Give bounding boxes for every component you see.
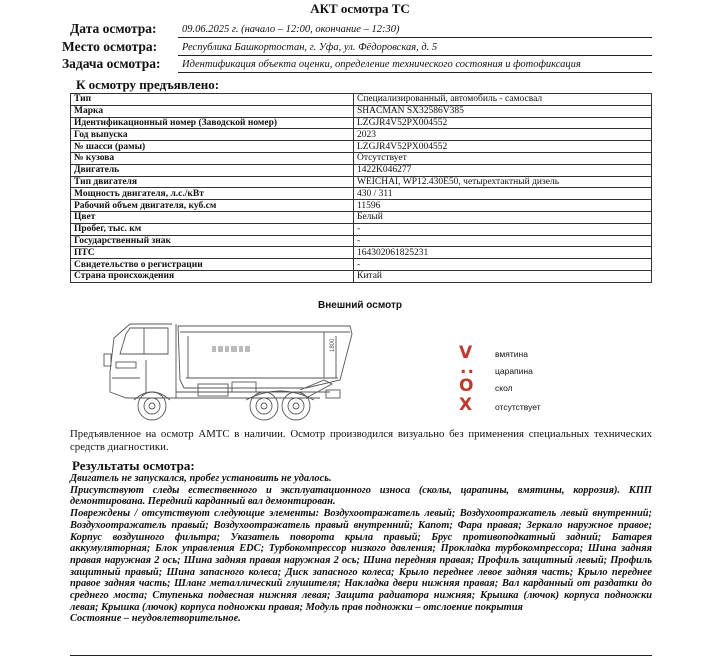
spec-key: Тип xyxy=(71,94,354,106)
scratch-mark-icon: .. xyxy=(460,358,475,378)
table-row xyxy=(71,176,652,188)
presented-heading: К осмотру предъявлено: xyxy=(76,77,220,92)
bottom-rule xyxy=(70,655,652,656)
table-row xyxy=(71,235,652,247)
spec-value: Специализированный, автомобиль - самосвал xyxy=(354,94,652,106)
spec-key: № шасси (рамы) xyxy=(71,141,354,153)
table-row xyxy=(71,223,652,235)
legend-label-scratch: царапина xyxy=(495,366,533,376)
spec-key: Государственный знак xyxy=(71,235,354,247)
spec-key: Год выпуска xyxy=(71,129,354,141)
vehicle-spec-table xyxy=(70,93,652,283)
result-paragraph: Состояние – неудовлетворительное. xyxy=(70,613,241,625)
date-label: Дата осмотра: xyxy=(70,21,157,36)
legend-label-chip: скол xyxy=(495,383,513,393)
spec-key: Рабочий объем двигателя, куб.см xyxy=(71,200,354,212)
table-row xyxy=(71,247,652,259)
date-underline xyxy=(178,37,652,38)
table-row xyxy=(71,117,652,129)
presented-note: Предъявленное на осмотр АМТС в наличии. Осмотр производился визуально без применения специальных технических средств диагностики. xyxy=(70,428,652,453)
exterior-heading: Внешний осмотр xyxy=(318,300,402,311)
spec-key: Свидетельство о регистрации xyxy=(71,259,354,271)
chip-mark-icon: O xyxy=(459,376,474,396)
results-heading: Результаты осмотра: xyxy=(72,458,195,473)
spec-value: - xyxy=(354,235,652,247)
result-paragraph: Присутствуют следы естественного и эксплуатационного износа (сколы, царапины, вмятины, коррозия). КПП демонтирована. Передний карданный вал демонтирован. xyxy=(70,484,652,508)
spec-key: Мощность двигателя, л.с./кВт xyxy=(71,188,354,200)
spec-value: 164302061825231 xyxy=(354,247,652,259)
task-label: Задача осмотра: xyxy=(62,56,161,71)
table-row xyxy=(71,211,652,223)
place-value: Республика Башкортостан, г. Уфа, ул. Фёдоровская, д. 5 xyxy=(182,42,438,53)
truck-diagram xyxy=(100,318,360,426)
table-row xyxy=(71,200,652,212)
date-value: 09.06.2025 г. (начало – 12:00, окончание – 12:30) xyxy=(182,24,400,35)
table-row xyxy=(71,270,652,282)
table-row xyxy=(71,188,652,200)
spec-value: WEICHAI, WP12.430E50, четырехтактный дизель xyxy=(354,176,652,188)
table-row xyxy=(71,94,652,106)
spec-key: Страна происхождения xyxy=(71,270,354,282)
spec-key: Марка xyxy=(71,105,354,117)
spec-value: - xyxy=(354,223,652,235)
legend-label-dent: вмятина xyxy=(495,349,528,359)
table-row xyxy=(71,164,652,176)
spec-value: Китай xyxy=(354,270,652,282)
spec-value: SHACMAN SX32586V385 xyxy=(354,105,652,117)
document-title: АКТ осмотра ТС xyxy=(310,1,410,16)
table-row xyxy=(71,259,652,271)
spec-value: 2023 xyxy=(354,129,652,141)
table-row xyxy=(71,129,652,141)
spec-key: ПТС xyxy=(71,247,354,259)
spec-value: LZGJR4V52PX004552 xyxy=(354,117,652,129)
spec-value: 1422K046277 xyxy=(354,164,652,176)
spec-value: Белый xyxy=(354,211,652,223)
dent-mark-icon: V xyxy=(459,343,473,363)
spec-key: Тип двигателя xyxy=(71,176,354,188)
spec-value: - xyxy=(354,259,652,271)
spec-value: 11596 xyxy=(354,200,652,212)
legend-label-missing: отсутствует xyxy=(495,402,541,412)
spec-value: 430 / 311 xyxy=(354,188,652,200)
task-value: Идентификация объекта оценки, определение технического состояния и фотофиксация xyxy=(182,59,581,70)
spec-key: № кузова xyxy=(71,152,354,164)
spec-value: LZGJR4V52PX004552 xyxy=(354,141,652,153)
truck-dimension-label: 1800 xyxy=(330,338,336,352)
missing-mark-icon: X xyxy=(459,395,473,415)
result-paragraph: Двигатель не запускался, пробег установить не удалось. xyxy=(70,473,332,484)
spec-value: Отсутствует xyxy=(354,152,652,164)
spec-key: Цвет xyxy=(71,211,354,223)
place-underline xyxy=(178,55,652,56)
table-row xyxy=(71,152,652,164)
result-paragraph: Повреждены / отсутствуют следующие элементы: Воздухоотражатель левый; Воздухоотражатель левый внутренний; Воздухоотражатель правый; Воздухоотражатель правый внутренний; Капот; Фара правая; Зеркало наружное правое; Корпус воздушного фильтра; Указатель поворота крыла правый; Брус противоподкатный задний; Батарея аккумуляторная; Блок управления EDC; Турбокомпрессор низкого давления; Прокладка турбокомпрессора; Шина задняя правая наружная 2 ось; Шина задняя правая наружная 2 ось; Шина передняя правая; Профиль защитный левый; Профиль защитный правый; Шина запасного колеса; Диск запасного колеса; Крыло переднее левое задняя часть; Крыло переднее правое задняя часть; Шланг металлический глушителя; Накладка двери нижняя правая; Вал карданный от раздатки до среднего моста; Ступенька подвесная нижняя левая; Защита радиатора нижняя; Крышка (лючок) корпуса подножки левая; Крышка (лючок) корпуса подножки правая; Модуль прав подножки – отслоение покрытия xyxy=(70,508,652,613)
place-label: Место осмотра: xyxy=(62,39,158,54)
results-text xyxy=(70,473,652,625)
task-underline xyxy=(178,72,652,73)
spec-key: Пробег, тыс. км xyxy=(71,223,354,235)
table-row xyxy=(71,105,652,117)
spec-key: Идентификационный номер (Заводской номер) xyxy=(71,117,354,129)
table-row xyxy=(71,141,652,153)
spec-key: Двигатель xyxy=(71,164,354,176)
